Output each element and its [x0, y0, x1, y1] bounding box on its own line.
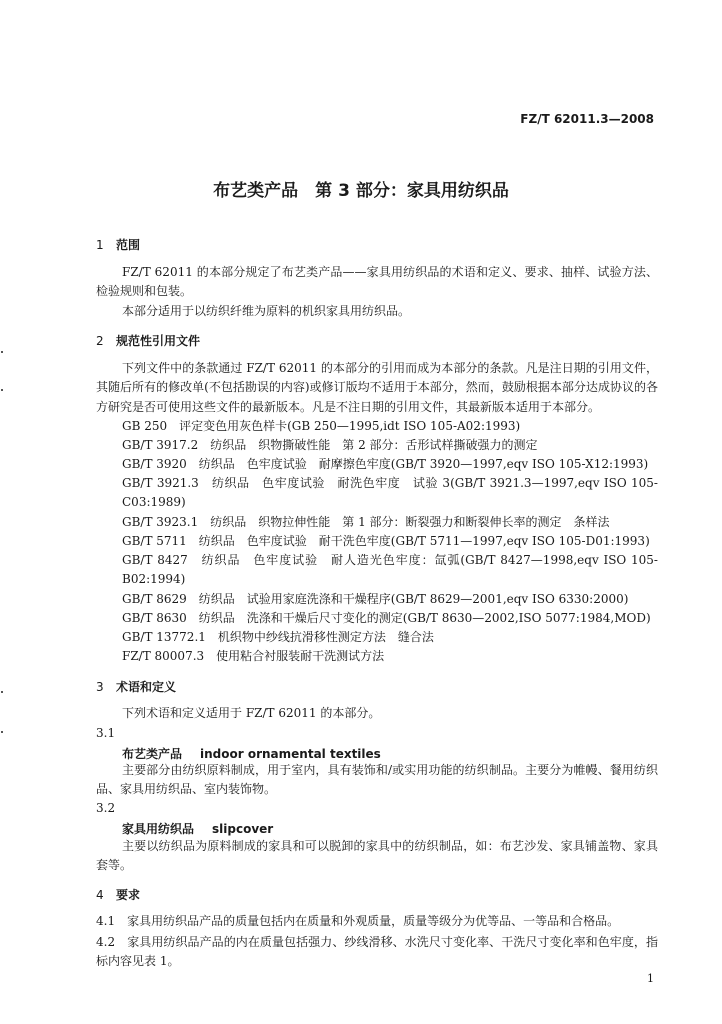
reference-item: GB/T 5711 纺织品 色牢度试验 耐干洗色牢度(GB/T 5711—1997,eqv ISO 105-D01:1993)	[122, 534, 650, 548]
reference-item: GB/T 8630 纺织品 洗涤和干燥后尺寸变化的测定(GB/T 8630—2002,ISO 5077:1984,MOD)	[122, 611, 651, 625]
reference-item: GB/T 8427 纺织品 色牢度试验 耐人造光色牢度：氙弧(GB/T 8427—1998,eqv ISO 105-B02:1994)	[122, 553, 658, 587]
term-entry	[122, 820, 273, 837]
scan-mark	[1, 691, 3, 693]
section-4-heading	[96, 886, 140, 903]
term-number: 3.2	[96, 801, 116, 815]
term-chinese: 布艺类产品	[122, 747, 183, 761]
document-title: 布艺类产品 第 3 部分：家具用纺织品	[213, 181, 509, 201]
reference-item: GB/T 3921.3 纺织品 色牢度试验 耐洗色牢度 试验 3(GB/T 3921.3—1997,eqv ISO 105-C03:1989)	[122, 476, 658, 510]
page-number: 1	[647, 972, 654, 985]
reference-item: GB/T 3917.2 纺织品 织物撕破性能 第 2 部分：舌形试样撕破强力的测定	[122, 438, 538, 452]
scan-mark	[1, 389, 3, 391]
term-number: 3.1	[96, 726, 116, 740]
section-number: 4	[96, 888, 104, 902]
term-english: slipcover	[212, 822, 274, 836]
reference-item: GB/T 13772.1 机织物中纱线抗滑移性测定方法 缝合法	[122, 630, 434, 644]
reference-item: GB 250 评定变色用灰色样卡(GB 250—1995,idt ISO 105-A02:1993)	[122, 419, 521, 433]
section-2-heading	[96, 332, 200, 349]
section-title: 范围	[116, 238, 141, 252]
section-1-paragraph-1: FZ/T 62011 的本部分规定了布艺类产品——家具用纺织品的术语和定义、要求、抽样、试验方法、检验规则和包装。	[96, 265, 658, 299]
section-1-heading	[96, 236, 140, 253]
section-number: 1	[96, 238, 104, 252]
section-1-paragraph-2: 本部分适用于以纺织纤维为原料的机织家具用纺织品。	[122, 304, 411, 318]
section-title: 规范性引用文件	[116, 334, 201, 348]
term-english: indoor ornamental textiles	[200, 747, 381, 761]
section-number: 3	[96, 680, 104, 694]
reference-item: GB/T 3920 纺织品 色牢度试验 耐摩擦色牢度(GB/T 3920—1997,eqv ISO 105-X12:1993)	[122, 457, 649, 471]
term-entry	[122, 745, 381, 762]
term-definition: 主要以纺织品为原料制成的家具和可以脱卸的家具中的纺织制品，如：布艺沙发、家具铺盖物、家具套等。	[96, 839, 658, 873]
term-definition: 主要部分由纺织原料制成，用于室内，具有装饰和/或实用功能的纺织制品。主要分为帷幔、餐用纺织品、家具用纺织品、室内装饰物。	[96, 763, 658, 797]
scan-mark	[1, 731, 3, 733]
section-number: 2	[96, 334, 104, 348]
requirement-4-2: 4.2 家具用纺织品产品的内在质量包括强力、纱线滑移、水洗尺寸变化率、干洗尺寸变化率和色牢度，指标内容见表 1。	[96, 935, 658, 969]
term-chinese: 家具用纺织品	[122, 822, 195, 836]
standard-number: FZ/T 62011.3—2008	[520, 112, 654, 126]
section-3-paragraph-1: 下列术语和定义适用于 FZ/T 62011 的本部分。	[122, 706, 381, 720]
section-title: 要求	[116, 888, 141, 902]
section-2-paragraph-1: 下列文件中的条款通过 FZ/T 62011 的本部分的引用而成为本部分的条款。凡是注日期的引用文件，其随后所有的修改单(不包括勘误的内容)或修订版均不适用于本部分，然而，鼓励根据本部分达成协议的各方研究是否可使用这些文件的最新版本。凡是不注日期的引用文件，其最新版本适用于本部分。	[96, 361, 658, 414]
requirement-4-1: 4.1 家具用纺织品产品的质量包括内在质量和外观质量，质量等级分为优等品、一等品和合格品。	[96, 914, 620, 928]
section-title: 术语和定义	[116, 680, 177, 694]
section-3-heading	[96, 678, 176, 695]
scan-mark	[1, 351, 3, 353]
reference-item: GB/T 3923.1 纺织品 织物拉伸性能 第 1 部分：断裂强力和断裂伸长率的测定 条样法	[122, 515, 610, 529]
reference-item: FZ/T 80007.3 使用粘合衬服装耐干洗测试方法	[122, 649, 385, 663]
reference-item: GB/T 8629 纺织品 试验用家庭洗涤和干燥程序(GB/T 8629—2001,eqv ISO 6330:2000)	[122, 592, 629, 606]
